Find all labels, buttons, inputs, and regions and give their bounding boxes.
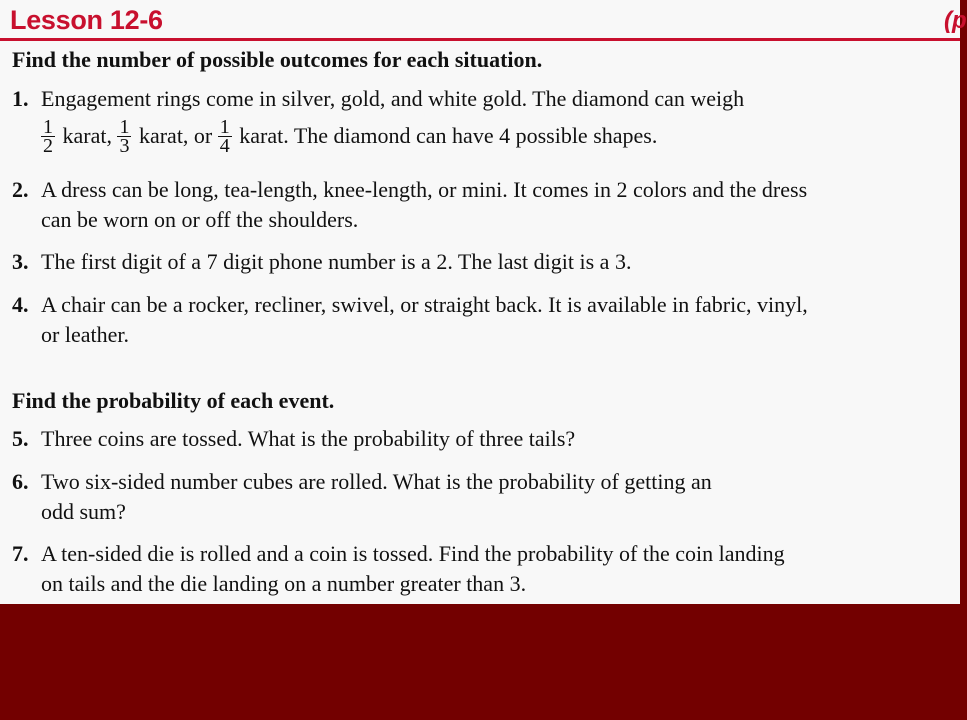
problem-text xyxy=(41,247,956,277)
fraction-numerator: 1 xyxy=(43,116,53,139)
header-rule xyxy=(0,38,960,41)
problem-line: odd sum? xyxy=(41,499,126,524)
problem-text xyxy=(41,84,956,158)
problem-line: Three coins are tossed. What is the probability of three tails? xyxy=(41,426,576,451)
problem-1 xyxy=(12,84,956,160)
lesson-header xyxy=(0,0,967,40)
problem-line: Two six-sided number cubes are rolled. What is the probability of getting an xyxy=(41,469,712,494)
fraction-denominator: 2 xyxy=(43,135,53,158)
problem-line-fractions xyxy=(41,114,956,158)
problem-line-tail: karat. The diamond can have 4 possible shapes. xyxy=(233,123,658,148)
problem-text xyxy=(41,175,956,235)
problem-number: 6. xyxy=(12,469,29,494)
fraction-one-half xyxy=(41,116,55,158)
problem-number: 7. xyxy=(12,541,29,566)
problem-text xyxy=(41,290,956,350)
slide-footer-band xyxy=(0,604,960,720)
problem-2 xyxy=(12,175,956,235)
problem-line: A chair can be a rocker, recliner, swivel, or straight back. It is available in fabric, vinyl, xyxy=(41,292,808,317)
page-reference-fragment: (p xyxy=(944,7,967,34)
problem-line: or leather. xyxy=(41,322,129,347)
fraction-numerator: 1 xyxy=(119,116,130,139)
problem-4 xyxy=(12,290,956,350)
problem-number: 4. xyxy=(12,292,29,317)
fraction-one-quarter xyxy=(218,116,232,158)
fraction-separator: karat, or xyxy=(133,123,218,148)
problem-text xyxy=(41,424,956,454)
problem-number: 2. xyxy=(12,177,29,202)
problem-line: A dress can be long, tea-length, knee-length, or mini. It comes in 2 colors and the dress xyxy=(41,177,808,202)
probability-section-heading: Find the probability of each event. xyxy=(12,388,335,413)
fraction-denominator: 3 xyxy=(119,135,130,158)
outcomes-section-heading: Find the number of possible outcomes for each situation. xyxy=(12,47,543,72)
problem-line: can be worn on or off the shoulders. xyxy=(41,207,359,232)
problem-line: Engagement rings come in silver, gold, and white gold. The diamond can weigh xyxy=(41,86,745,111)
problem-5 xyxy=(12,424,956,454)
problem-number: 5. xyxy=(12,426,29,451)
problem-text xyxy=(41,467,956,527)
fraction-one-third xyxy=(117,116,131,158)
problem-text xyxy=(41,539,956,599)
problem-3 xyxy=(12,247,956,277)
fraction-numerator: 1 xyxy=(219,116,230,139)
problem-6 xyxy=(12,467,956,527)
problem-line: A ten-sided die is rolled and a coin is tossed. Find the probability of the coin landing xyxy=(41,541,785,566)
problem-7 xyxy=(12,539,956,599)
problem-line: on tails and the die landing on a number greater than 3. xyxy=(41,571,527,596)
lesson-title: Lesson 12-6 xyxy=(10,5,163,35)
problem-line: The first digit of a 7 digit phone number is a 2. The last digit is a 3. xyxy=(41,249,632,274)
fraction-denominator: 4 xyxy=(219,135,230,158)
problem-number: 3. xyxy=(12,249,29,274)
problem-number: 1. xyxy=(12,86,29,111)
fraction-separator: karat, xyxy=(57,123,118,148)
